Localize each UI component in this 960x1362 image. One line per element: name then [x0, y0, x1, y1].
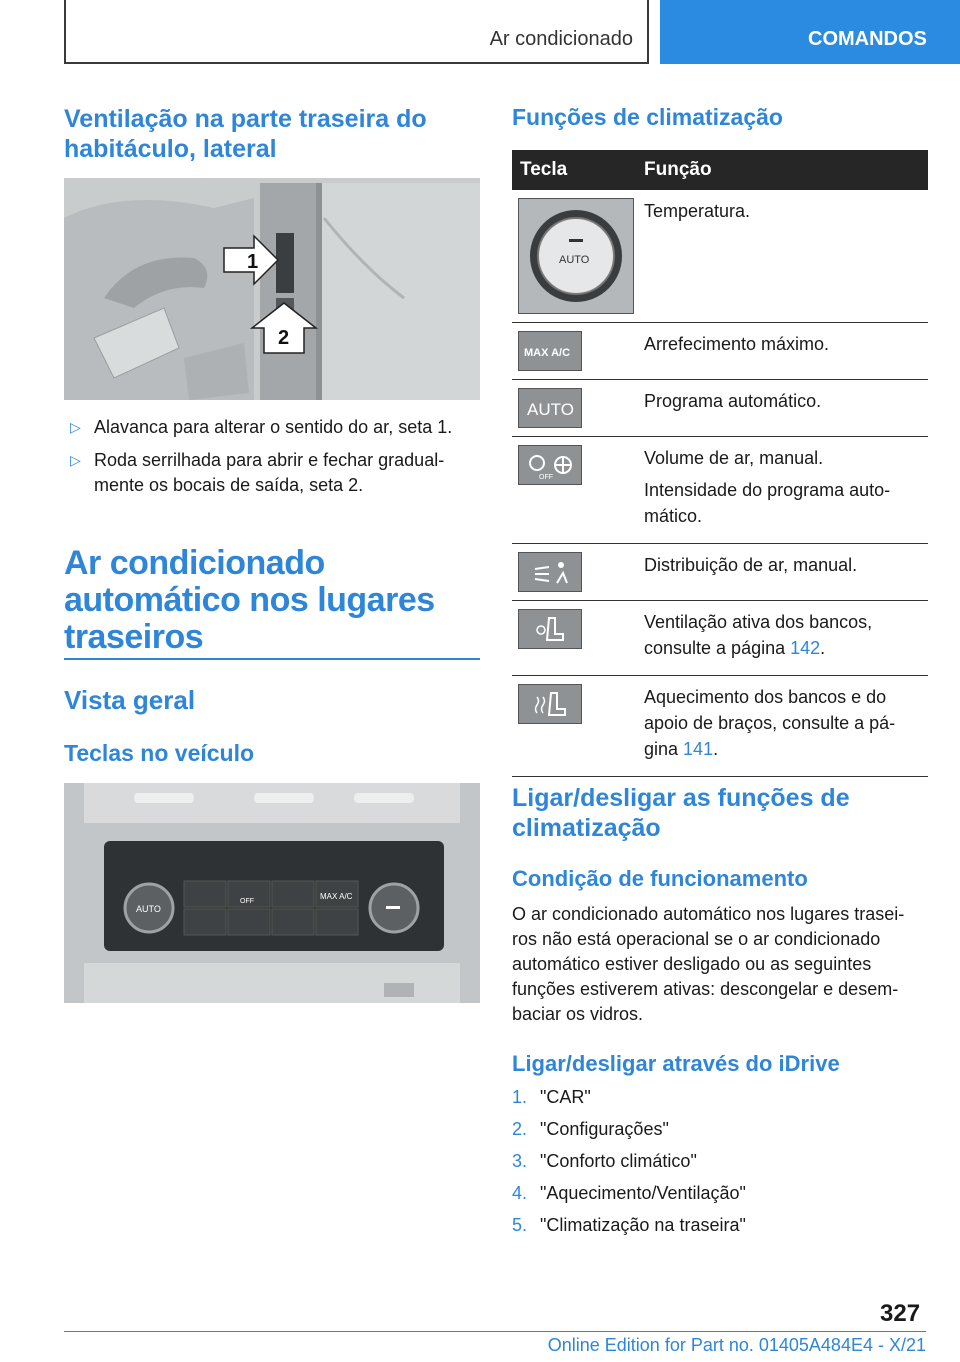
step-text: "Climatização na traseira"	[540, 1215, 746, 1235]
table-row	[512, 323, 928, 380]
table-row	[512, 190, 928, 323]
key-max-ac-label: MAX A/C	[524, 347, 571, 359]
function-text	[644, 684, 928, 762]
function-text-suffix: .	[820, 638, 826, 658]
key-auto-label: AUTO	[527, 400, 574, 419]
list-item	[512, 1150, 928, 1172]
column-header: Função	[636, 150, 928, 190]
triangle-bullet-icon: ▷	[70, 419, 81, 435]
panel-auto-label: AUTO	[136, 904, 161, 914]
key-cell	[512, 544, 636, 601]
step-number: 1.	[512, 1087, 528, 1107]
vent-section-title: Ventilação na parte traseira do habitáculo, lateral	[64, 105, 427, 163]
panel-max-ac-label: MAX A/C	[320, 892, 353, 901]
vent-bullet-list	[64, 415, 480, 506]
function-text-body: Ventilação ativa dos bancos, consulte a página	[644, 612, 873, 658]
step-text: "CAR"	[540, 1087, 591, 1107]
title-divider	[64, 658, 480, 660]
key-cell	[512, 437, 636, 544]
function-text: Volume de ar, manual.	[644, 448, 824, 468]
triangle-bullet-icon: ▷	[70, 452, 81, 468]
step-text: "Aquecimento/Ventilação"	[540, 1183, 746, 1203]
table-header-row	[512, 150, 928, 190]
step-number: 5.	[512, 1215, 528, 1235]
footer-edition-text: Online Edition for Part no. 01405A484E4 - X/21	[547, 1335, 926, 1355]
rear-vent-figure	[64, 178, 480, 400]
function-text: Intensidade do programa auto-mático.	[644, 480, 891, 526]
key-cell	[512, 380, 636, 437]
dial-auto-label: AUTO	[559, 254, 590, 266]
idrive-title: Ligar/desligar através do iDrive	[512, 1051, 840, 1076]
rear-vent-illustration	[64, 178, 480, 400]
callout-label-1: 1	[247, 251, 259, 273]
bullet-text: Roda serrilhada para abrir e fechar gradual-mente os bocais de saída, seta 2.	[94, 450, 445, 495]
step-number: 4.	[512, 1183, 528, 1203]
function-text: Distribuição de ar, manual.	[644, 555, 858, 575]
table-row	[512, 380, 928, 437]
list-item	[512, 1118, 928, 1140]
seat-heating-icon	[518, 684, 582, 724]
temperature-dial-icon	[518, 198, 634, 314]
function-cell	[636, 190, 928, 323]
function-text: Temperatura.	[644, 201, 751, 221]
list-item	[512, 1086, 928, 1108]
onoff-title: Ligar/desligar as funções de climatização	[512, 784, 850, 842]
step-text: "Conforto climático"	[540, 1151, 697, 1171]
rear-climate-panel-figure	[64, 783, 480, 1003]
list-item	[512, 1182, 928, 1204]
auto-program-icon	[518, 388, 582, 428]
rear-climate-panel-illustration	[64, 783, 480, 1003]
list-item	[64, 448, 480, 498]
key-off-label: OFF	[539, 474, 553, 481]
functions-title: Funções de climatização	[512, 104, 783, 130]
fan-volume-icon	[518, 445, 582, 485]
list-item	[64, 415, 480, 440]
page-reference-link[interactable]: 142	[790, 638, 821, 658]
header-chapter-tab	[660, 0, 960, 64]
header-section-title: Ar condicionado	[489, 28, 633, 50]
main-section-title: Ar condicionado automático nos lugares traseiros	[64, 544, 435, 656]
function-cell	[636, 323, 928, 380]
condition-title: Condição de funcionamento	[512, 866, 808, 891]
max-ac-icon	[518, 331, 582, 371]
header-section-box	[64, 0, 649, 64]
step-text: "Configurações"	[540, 1119, 669, 1139]
key-cell	[512, 190, 636, 323]
function-text: Programa automático.	[644, 391, 822, 411]
overview-title: Vista geral	[64, 685, 196, 715]
table-row	[512, 601, 928, 676]
key-cell	[512, 323, 636, 380]
page-reference-link[interactable]: 141	[683, 739, 714, 759]
function-cell	[636, 380, 928, 437]
function-cell	[636, 544, 928, 601]
table-row	[512, 544, 928, 601]
key-cell	[512, 601, 636, 676]
list-item	[512, 1214, 928, 1236]
function-text-suffix: .	[713, 739, 719, 759]
seat-ventilation-icon	[518, 609, 582, 649]
idrive-steps-list	[512, 1086, 928, 1246]
functions-table	[512, 150, 928, 777]
table-row	[512, 437, 928, 544]
function-text-body: Aquecimento dos bancos e do apoio de braços, consulte a pá-gina	[644, 687, 896, 759]
footer-divider	[64, 1331, 926, 1332]
panel-off-label: OFF	[240, 898, 254, 905]
function-cell	[636, 676, 928, 777]
air-distribution-icon	[518, 552, 582, 592]
key-cell	[512, 676, 636, 777]
keys-title: Teclas no veículo	[64, 740, 255, 766]
function-text	[644, 609, 928, 661]
step-number: 3.	[512, 1151, 528, 1171]
header-chapter-title: COMANDOS	[808, 28, 927, 50]
table-row	[512, 676, 928, 777]
step-number: 2.	[512, 1119, 528, 1139]
bullet-text: Alavanca para alterar o sentido do ar, seta 1.	[94, 417, 453, 437]
function-cell	[636, 601, 928, 676]
function-text: Arrefecimento máximo.	[644, 334, 830, 354]
function-cell	[636, 437, 928, 544]
callout-label-2: 2	[278, 327, 290, 349]
page-number: 327	[880, 1300, 921, 1327]
column-header: Tecla	[512, 150, 636, 190]
condition-text: O ar condicionado automático nos lugares trasei-ros não está operacional se o ar condicionado automático estiver desligado ou as seguintes funções estiverem ativas: descongelar e desem-baciar os vidros.	[512, 904, 905, 1024]
